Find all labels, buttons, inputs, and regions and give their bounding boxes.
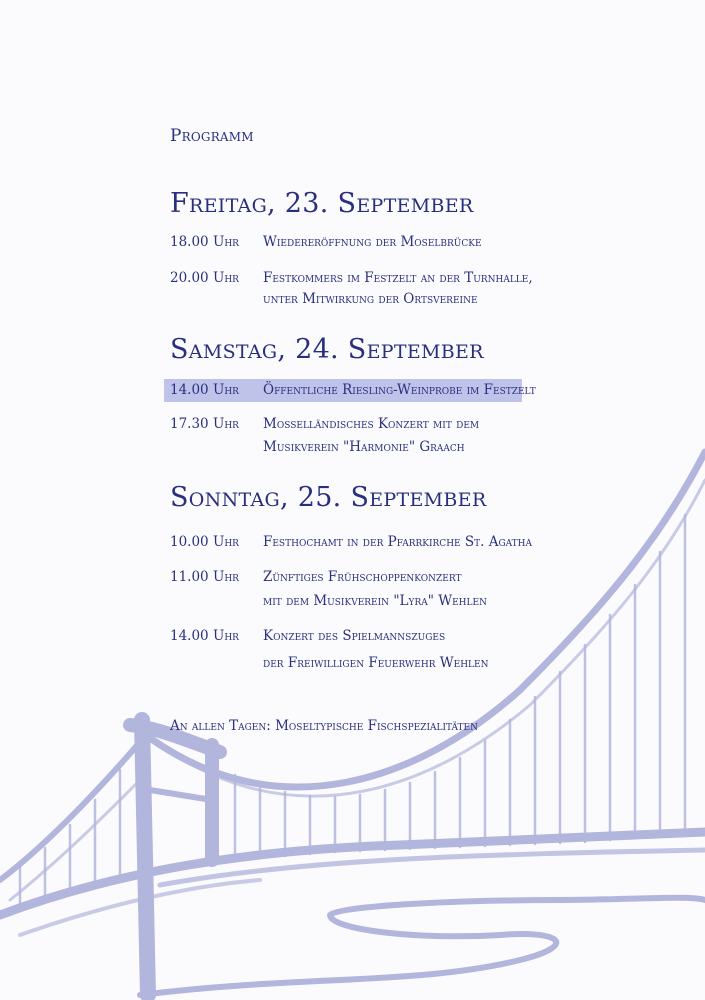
- event-time: 17.30 Uhr: [170, 416, 239, 432]
- event-description: der Freiwilligen Feuerwehr Wehlen: [263, 655, 489, 671]
- event-description: Festkommers im Festzelt an der Turnhalle,: [263, 270, 533, 286]
- event-time: 18.00 Uhr: [170, 234, 239, 250]
- event-row-highlighted: [164, 379, 536, 402]
- event-time: 10.00 Uhr: [170, 534, 239, 550]
- event-time: 14.00 Uhr: [170, 382, 239, 398]
- day-heading-friday: Freitag, 23. September: [170, 188, 474, 219]
- event-description: Zünftiges Frühschoppenkonzert: [263, 569, 462, 585]
- event-description: Festhochamt in der Pfarrkirche St. Agatha: [263, 534, 533, 550]
- event-description: Wiedereröffnung der Moselbrücke: [263, 234, 482, 250]
- footer-note: An allen Tagen: Moseltypische Fischspezialitäten: [170, 718, 478, 734]
- day-heading-sunday: Sonntag, 25. September: [170, 482, 487, 513]
- event-description: unter Mitwirkung der Ortsvereine: [263, 291, 478, 307]
- event-time: 11.00 Uhr: [170, 569, 239, 585]
- event-description: Konzert des Spielmannszuges: [263, 628, 446, 644]
- page-title: Programm: [170, 126, 254, 146]
- event-time: 14.00 Uhr: [170, 628, 239, 644]
- event-description: Mosselländisches Konzert mit dem: [263, 416, 480, 432]
- event-time: 20.00 Uhr: [170, 270, 239, 286]
- event-description: Öffentliche Riesling-Weinprobe im Festzelt: [263, 382, 536, 398]
- event-description: mit dem Musikverein "Lyra" Wehlen: [263, 593, 487, 609]
- day-heading-saturday: Samstag, 24. September: [170, 334, 484, 365]
- event-description: Musikverein "Harmonie" Graach: [263, 439, 465, 455]
